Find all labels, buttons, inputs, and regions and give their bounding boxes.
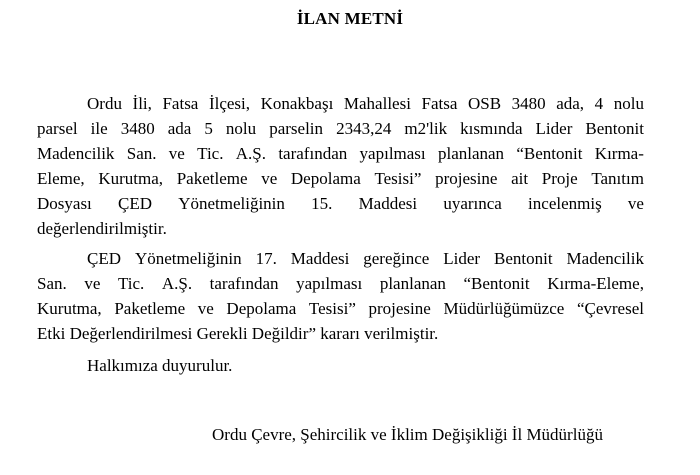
paragraph2-line-2 <box>37 275 644 292</box>
word: planlanan <box>379 274 446 293</box>
word: Maddesi <box>290 249 350 268</box>
word: nolu <box>613 94 644 113</box>
word: tarafından <box>209 274 279 293</box>
word: Kurutma, <box>98 169 164 188</box>
paragraph2-line-1 <box>87 250 644 267</box>
word: m2'lik <box>404 119 448 138</box>
word: 2343,24 <box>336 119 392 138</box>
word: Tesisi” <box>308 299 356 318</box>
word: Lider <box>535 119 573 138</box>
word: parselin <box>269 119 324 138</box>
word: 3480 <box>511 94 546 113</box>
word: kısmında <box>460 119 523 138</box>
word: ÇED <box>87 249 121 268</box>
document-title: İLAN METNİ <box>296 9 404 28</box>
paragraph1-line-4 <box>37 170 644 187</box>
word: planlanan <box>437 144 505 163</box>
word: ait <box>511 169 529 188</box>
word: “Bentonit <box>463 274 530 293</box>
word: Tesisi” <box>374 169 422 188</box>
word: Dosyası <box>37 194 92 213</box>
word: ÇED <box>117 194 152 213</box>
word: Ordu <box>87 94 122 113</box>
word: Bentonit <box>494 249 553 268</box>
word: Müdürlüğümüzce <box>443 299 565 318</box>
paragraph1-line-5 <box>37 195 644 212</box>
paragraph2-line-4: Etki Değerlendirilmesi Gerekli Değildir” kararı verilmiştir. <box>37 324 439 343</box>
word: uyarınca <box>443 194 502 213</box>
word: yapılması <box>296 274 363 293</box>
paragraph1-line-2 <box>37 120 644 137</box>
word: ve <box>84 274 101 293</box>
paragraph1-line-3 <box>37 145 644 162</box>
word: ve <box>197 299 214 318</box>
word: nolu <box>225 119 257 138</box>
word: Tanıtım <box>591 169 644 188</box>
word: ada, <box>556 94 585 113</box>
signature-authority: Ordu Çevre, Şehircilik ve İklim Değişikliği İl Müdürlüğü <box>212 425 603 444</box>
word: “Çevresel <box>576 299 644 318</box>
word: San. <box>126 144 157 163</box>
word: Paketleme <box>176 169 248 188</box>
word: gereğince <box>363 249 430 268</box>
word: Mahallesi <box>343 94 411 113</box>
word: Depolama <box>226 299 297 318</box>
word: ve <box>168 144 185 163</box>
word: A.Ş. <box>235 144 267 163</box>
word: 5 <box>204 119 213 138</box>
word: 15. <box>311 194 333 213</box>
word: Tic. <box>197 144 224 163</box>
word: Madencilik <box>37 144 115 163</box>
word: 17. <box>255 249 277 268</box>
word: Paketleme <box>114 299 186 318</box>
word: Madencilik <box>566 249 644 268</box>
word: yapılması <box>359 144 426 163</box>
word: Lider <box>443 249 481 268</box>
word: “Bentonit <box>516 144 583 163</box>
word: Maddesi <box>358 194 418 213</box>
word: İli, <box>132 94 152 113</box>
closing-text: Halkımıza duyurulur. <box>87 356 233 375</box>
word: incelenmiş <box>528 194 602 213</box>
paragraph1-line-1 <box>87 95 644 112</box>
word: Proje <box>541 169 578 188</box>
word: 3480 <box>120 119 155 138</box>
word: projesine <box>368 299 431 318</box>
word: ada <box>167 119 192 138</box>
word: San. <box>37 274 67 293</box>
word: Kırma-Eleme, <box>547 274 644 293</box>
word: Depolama <box>290 169 361 188</box>
word: Tic. <box>117 274 145 293</box>
word: projesine <box>435 169 498 188</box>
word: Bentonit <box>585 119 644 138</box>
word: Eleme, <box>37 169 85 188</box>
word: İlçesi, <box>208 94 251 113</box>
word: OSB <box>467 94 502 113</box>
word: A.Ş. <box>161 274 193 293</box>
word: Konakbaşı <box>260 94 334 113</box>
word: tarafından <box>278 144 348 163</box>
word: 4 <box>594 94 604 113</box>
word: ve <box>261 169 278 188</box>
word: ve <box>627 194 644 213</box>
paragraph2-line-3 <box>37 300 644 317</box>
word: ile <box>90 119 108 138</box>
word: Kurutma, <box>37 299 102 318</box>
word: parsel <box>37 119 78 138</box>
word: Kırma- <box>594 144 644 163</box>
paragraph1-line-6: değerlendirilmiştir. <box>37 219 167 238</box>
word: Fatsa <box>421 94 458 113</box>
word: Yönetmeliğinin <box>178 194 285 213</box>
word: Yönetmeliğinin <box>134 249 242 268</box>
word: Fatsa <box>162 94 199 113</box>
